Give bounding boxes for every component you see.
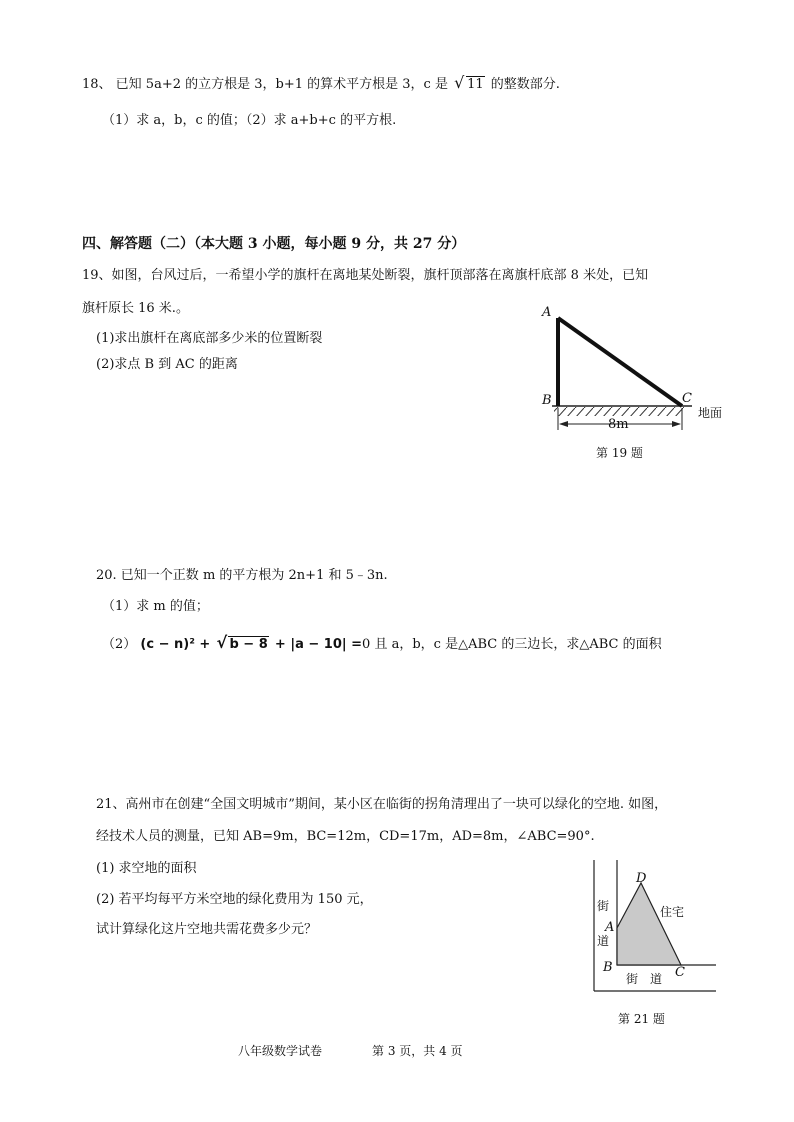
q19-line1: 19、如图，台风过后，一希望小学的旗杆在离地某处断裂，旗杆顶部落在离旗杆底部 8 米处，已知 [82, 268, 649, 283]
q20-part2-prefix: （2） [102, 637, 137, 652]
footer-page: 第 3 页，共 4 页 [372, 1044, 463, 1058]
footer-left: 八年级数学试卷 [238, 1044, 323, 1058]
q18-text-b: 的整数部分. [490, 77, 560, 92]
street-vertical-2: 道 [597, 934, 610, 948]
label-D: D [636, 871, 647, 886]
sqrt-content: 11 [467, 77, 484, 92]
q21-line2: 经技术人员的测量，已知 AB=9m，BC=12m，CD=17m，AD=8m，∠ABC=90°. [96, 829, 595, 844]
q21-part2: (2) 若平均每平方米空地的绿化费用为 150 元， [96, 892, 373, 907]
dim-label: 8m [608, 417, 629, 432]
q21-part3: 试计算绿化这片空地共需花费多少元？ [96, 922, 318, 937]
q20-part1: （1）求 m 的值； [102, 599, 209, 614]
label-C21: C [675, 965, 685, 980]
ground-label: 地面 [698, 406, 723, 420]
figure-19 [530, 298, 740, 468]
label-A: A [542, 305, 552, 320]
q18-line1 [82, 73, 560, 94]
q21-line1: 21、高州市在创建“全国文明城市”期间，某小区在临街的拐角清理出了一块可以绿化的空地. 如图， [96, 797, 668, 812]
section-heading: 四、解答题（二）（本大题 3 小题，每小题 9 分，共 27 分） [82, 236, 466, 252]
q20-part2-suffix: 0 且 a，b，c 是△ABC 的三边长，求△ABC 的面积 [362, 637, 662, 652]
street-horizontal: 街 道 [626, 972, 663, 986]
q20-part2 [102, 633, 662, 654]
ground-hatch [554, 407, 684, 416]
dim-arrow-left [559, 421, 568, 427]
q19-part1: (1)求出旗杆在离底部多少米的位置断裂 [96, 331, 323, 346]
dim-arrow-right [672, 421, 681, 427]
sqrt-11: √ 11 [454, 73, 484, 92]
plot-abcd [617, 883, 681, 965]
street-vertical-1: 街 [597, 899, 610, 913]
label-B: B [542, 393, 552, 408]
q18-text-a: 18、 已知 5a+2 的立方根是 3，b+1 的算术平方根是 3，c 是 [82, 77, 448, 92]
residence-label: 住宅 [660, 905, 685, 919]
label-C: C [682, 391, 692, 406]
figure-21-caption: 第 21 题 [618, 1012, 665, 1026]
label-B21: B [603, 960, 613, 975]
q20-sqrt-content: b − 8 [229, 637, 268, 652]
q20-eq-b: + |a − 10| = [274, 637, 363, 652]
pole-ac [558, 318, 682, 406]
q21-part1: (1) 求空地的面积 [96, 861, 197, 876]
label-A21: A [605, 920, 615, 935]
q19-line2: 旗杆原长 16 米.。 [82, 301, 189, 316]
figure-21 [584, 855, 724, 1035]
q20-sqrt: √ b − 8 [216, 633, 268, 652]
figure-19-caption: 第 19 题 [596, 446, 643, 460]
q19-part2: (2)求点 B 到 AC 的距离 [96, 357, 238, 372]
q20-line1: 20. 已知一个正数 m 的平方根为 2n+1 和 5﹣3n. [96, 568, 388, 583]
q18-line2: （1）求 a，b，c 的值；（2）求 a+b+c 的平方根. [102, 113, 397, 128]
q20-eq-a: (c − n)² + [140, 637, 211, 652]
